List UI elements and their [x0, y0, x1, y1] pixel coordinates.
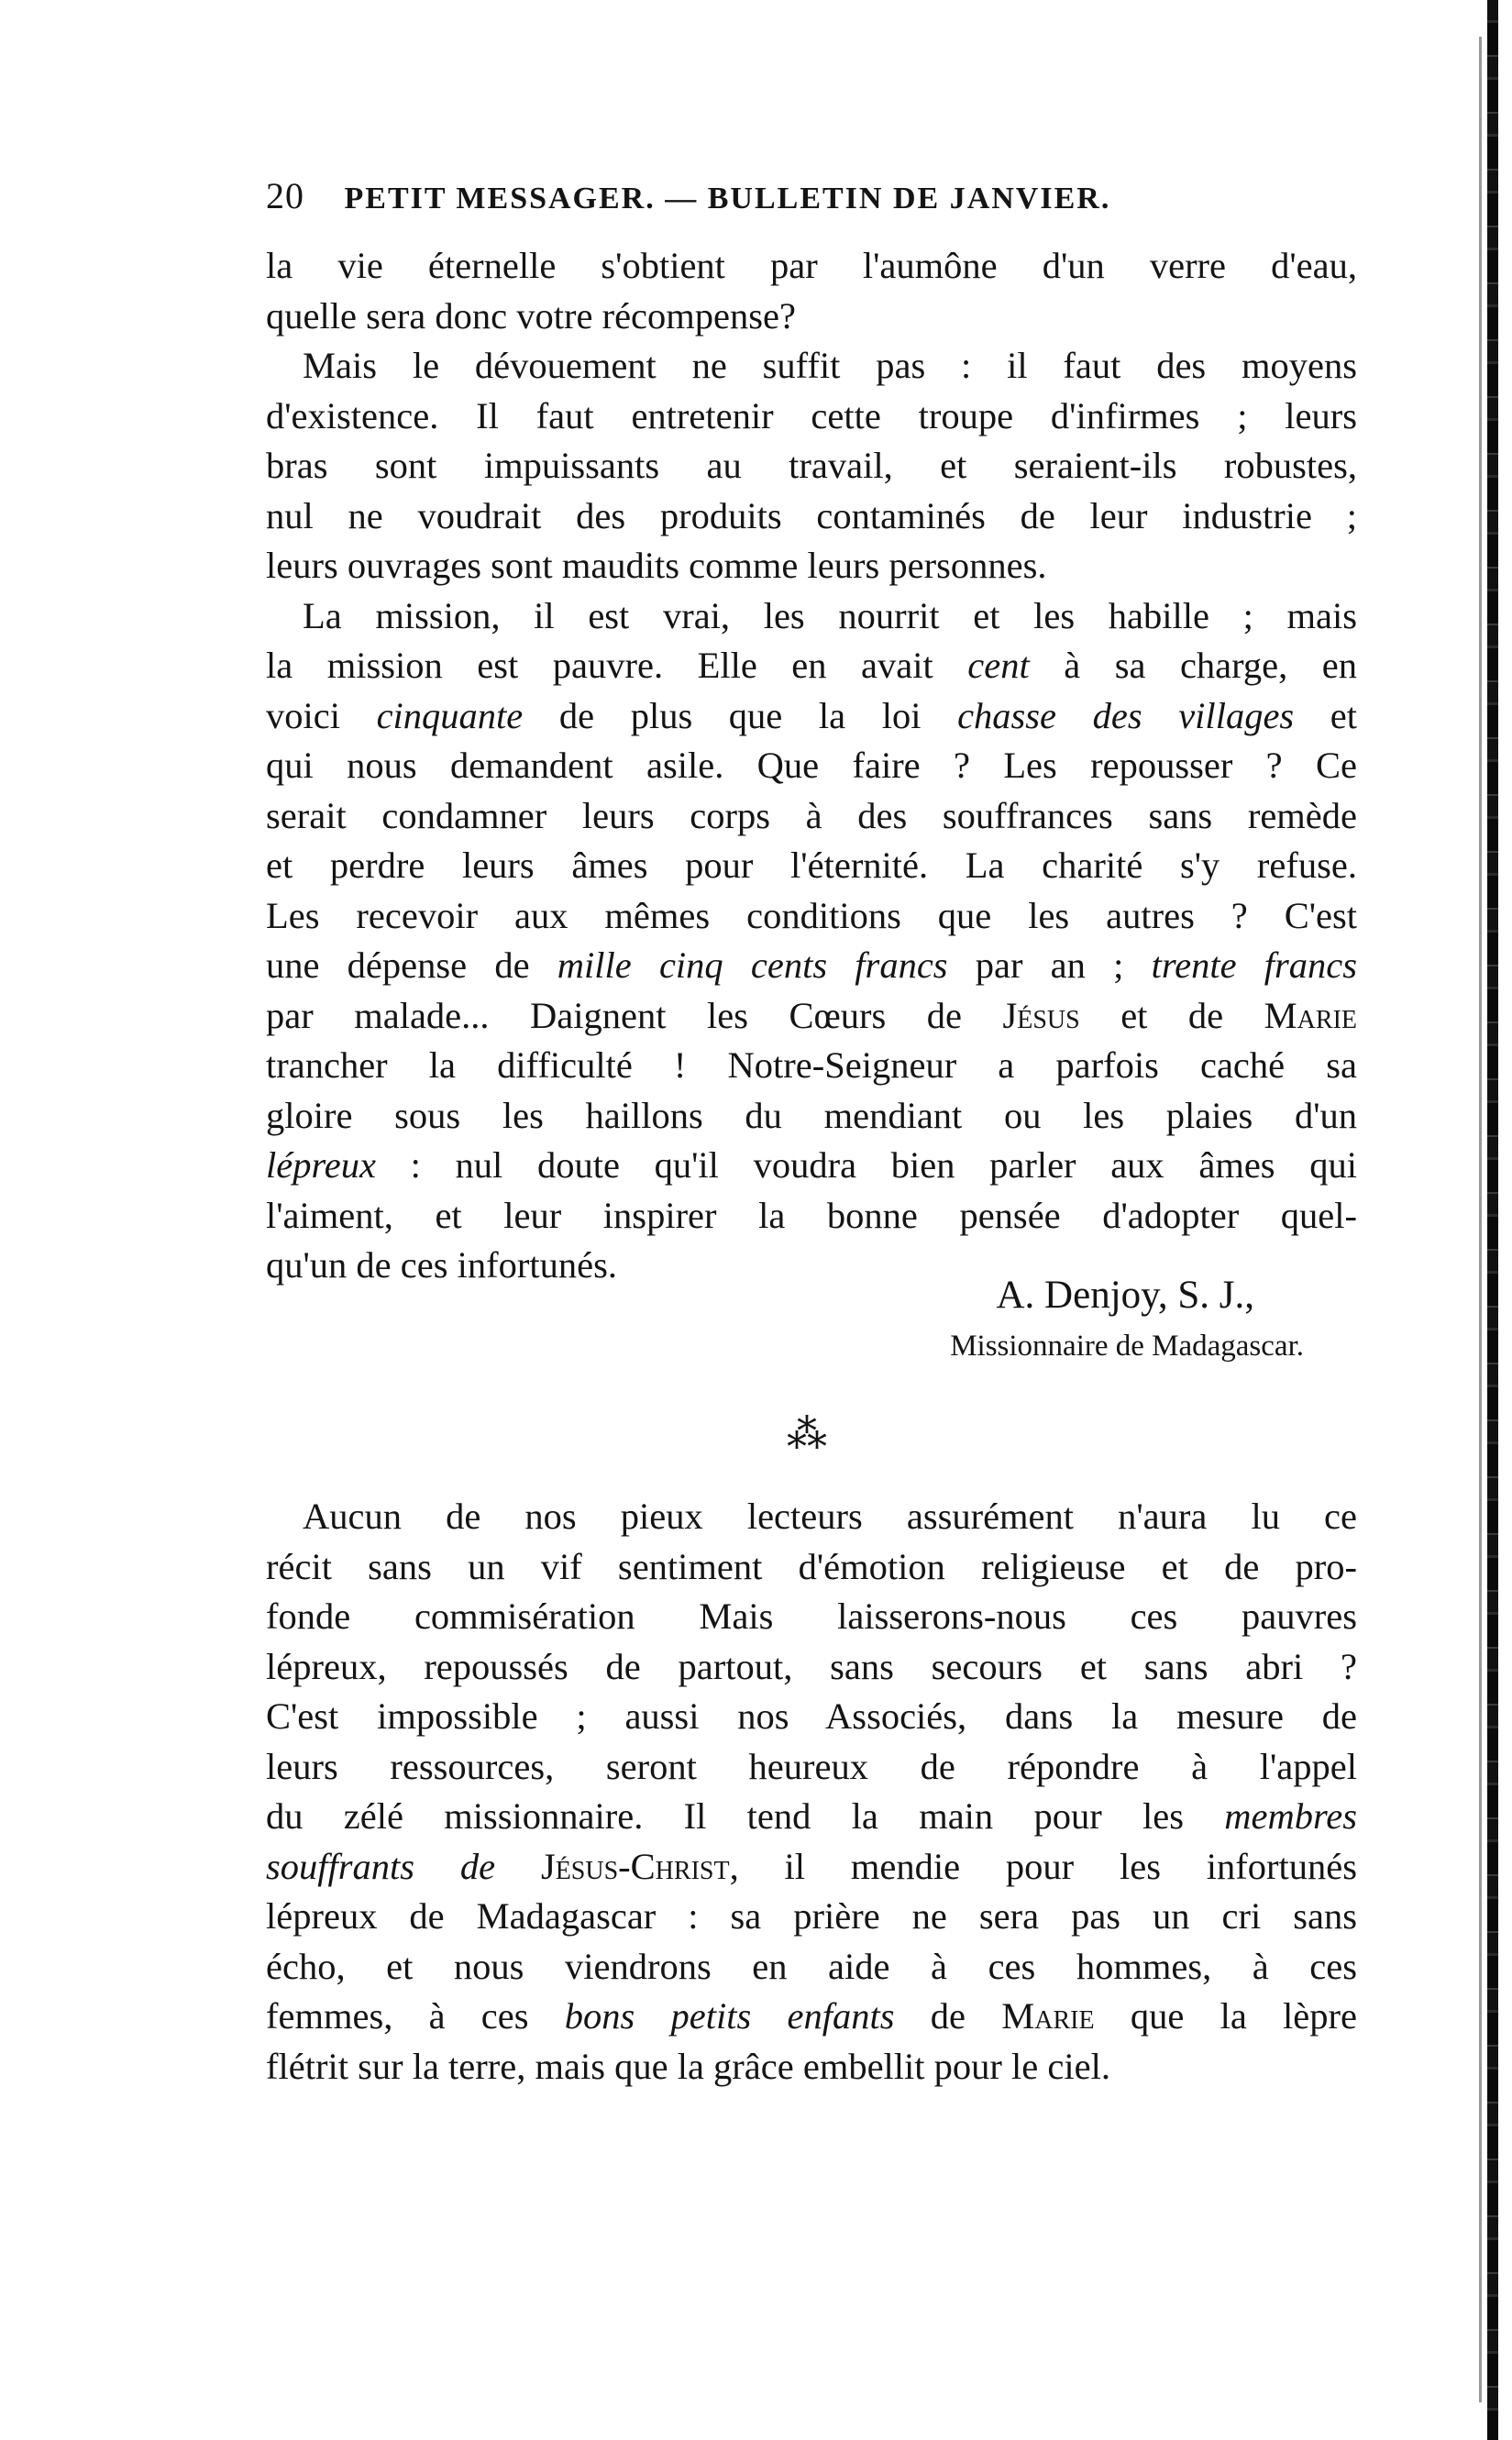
- signature-role: Missionnaire de Madagascar.: [950, 1330, 1304, 1363]
- text-line: lépreux de Madagascar : sa prière ne sera pas un cri sans: [266, 1895, 1357, 1937]
- text-line: l'aiment, et leur inspirer la bonne pensée d'adopter quel-: [266, 1194, 1357, 1236]
- text-line: écho, et nous viendrons en aide à ces hommes, à ces: [266, 1945, 1357, 1987]
- page-number: 20: [266, 175, 304, 216]
- text-line: Les recevoir aux mêmes conditions que les autres ? C'est: [266, 894, 1357, 936]
- asterism-glyph: ⁂: [787, 1412, 827, 1457]
- italic-text: bons petits enfants: [564, 1995, 895, 2037]
- small-caps-text: Jésus-Christ: [540, 1845, 730, 1887]
- text-line: Aucun de nos pieux lecteurs assurément n'aura lu ce: [303, 1496, 1357, 1537]
- small-caps-text: Marie: [1001, 1995, 1095, 2037]
- page-edge-shadow: [1479, 37, 1482, 2402]
- editorial-note: [266, 1492, 1357, 2092]
- text-line: bras sont impuissants au travail, et seraient-ils robustes,: [266, 445, 1357, 486]
- text-line: qui nous demandent asile. Que faire ? Les repousser ? Ce: [266, 745, 1357, 786]
- text-line: serait condamner leurs corps à des souffrances sans remède: [266, 794, 1357, 836]
- text-line: lépreux : nul doute qu'il voudra bien parler aux âmes qui: [266, 1144, 1357, 1186]
- italic-text: membres: [1224, 1795, 1357, 1837]
- text-line: La mission, il est vrai, les nourrit et les habille ; mais: [303, 594, 1357, 636]
- italic-text: mille cinq cents francs: [557, 944, 948, 986]
- text-line: femmes, à ces bons petits enfants de Marie que la lèpre: [266, 1995, 1357, 2037]
- running-header: [266, 172, 1284, 220]
- text-line: une dépense de mille cinq cents francs par an ; trente francs: [266, 944, 1357, 986]
- text-line: C'est impossible ; aussi nos Associés, dans la mesure de: [266, 1695, 1357, 1737]
- text-line: quelle sera donc votre récompense?: [266, 294, 796, 337]
- text-line: du zélé missionnaire. Il tend la main pour les membres: [266, 1795, 1357, 1837]
- text-line: gloire sous les haillons du mendiant ou les plaies d'un: [266, 1094, 1357, 1136]
- text-line: nul ne voudrait des produits contaminés de leur industrie ;: [266, 494, 1357, 536]
- page-edge-binding: [1487, 0, 1498, 2440]
- text-line: récit sans un vif sentiment d'émotion religieuse et de pro-: [266, 1545, 1357, 1587]
- text-line: la mission est pauvre. Elle en avait cent à sa charge, en: [266, 645, 1357, 686]
- small-caps-text: Marie: [1264, 994, 1357, 1036]
- italic-text: cinquante: [376, 694, 524, 736]
- italic-text: lépreux: [266, 1144, 376, 1186]
- text-line: et perdre leurs âmes pour l'éternité. La charité s'y refuse.: [266, 845, 1357, 886]
- header-title: PETIT MESSAGER. — BULLETIN DE JANVIER.: [344, 182, 1111, 215]
- text-line: souffrants de Jésus-Christ, il mendie pour les infortunés: [266, 1845, 1358, 1887]
- text-line: par malade... Daignent les Cœurs de Jésus et de Marie: [266, 994, 1357, 1036]
- small-caps-text: Jésus: [1002, 994, 1080, 1036]
- article-text: [266, 241, 1357, 1291]
- text-line: trancher la difficulté ! Notre-Seigneur a parfois caché sa: [266, 1044, 1357, 1086]
- text-line: lépreux, repoussés de partout, sans secours et sans abri ?: [266, 1645, 1357, 1687]
- text-line: leurs ressources, seront heureux de répondre à l'appel: [266, 1745, 1357, 1787]
- italic-text: trente francs: [1151, 944, 1357, 986]
- text-line: qu'un de ces infortunés.: [266, 1244, 617, 1286]
- text-line: fonde commisération Mais laisserons-nous ces pauvres: [266, 1595, 1357, 1637]
- italic-text: souffrants de: [266, 1845, 541, 1887]
- text-line: flétrit sur la terre, mais que la grâce embellit pour le ciel.: [266, 2045, 1110, 2087]
- text-line: leurs ouvrages sont maudits comme leurs personnes.: [266, 545, 1047, 586]
- signature-name: A. Denjoy, S. J.,: [996, 1274, 1254, 1317]
- text-line: Mais le dévouement ne suffit pas : il faut des moyens: [303, 345, 1357, 386]
- italic-text: chasse des villages: [957, 694, 1295, 736]
- text-line: voici cinquante de plus que la loi chasse des villages et: [266, 694, 1358, 736]
- text-line: la vie éternelle s'obtient par l'aumône d'un verre d'eau,: [266, 245, 1357, 286]
- italic-text: cent: [967, 645, 1030, 686]
- text-line: d'existence. Il faut entretenir cette troupe d'infirmes ; leurs: [266, 394, 1357, 436]
- asterism-divider: [770, 1403, 844, 1467]
